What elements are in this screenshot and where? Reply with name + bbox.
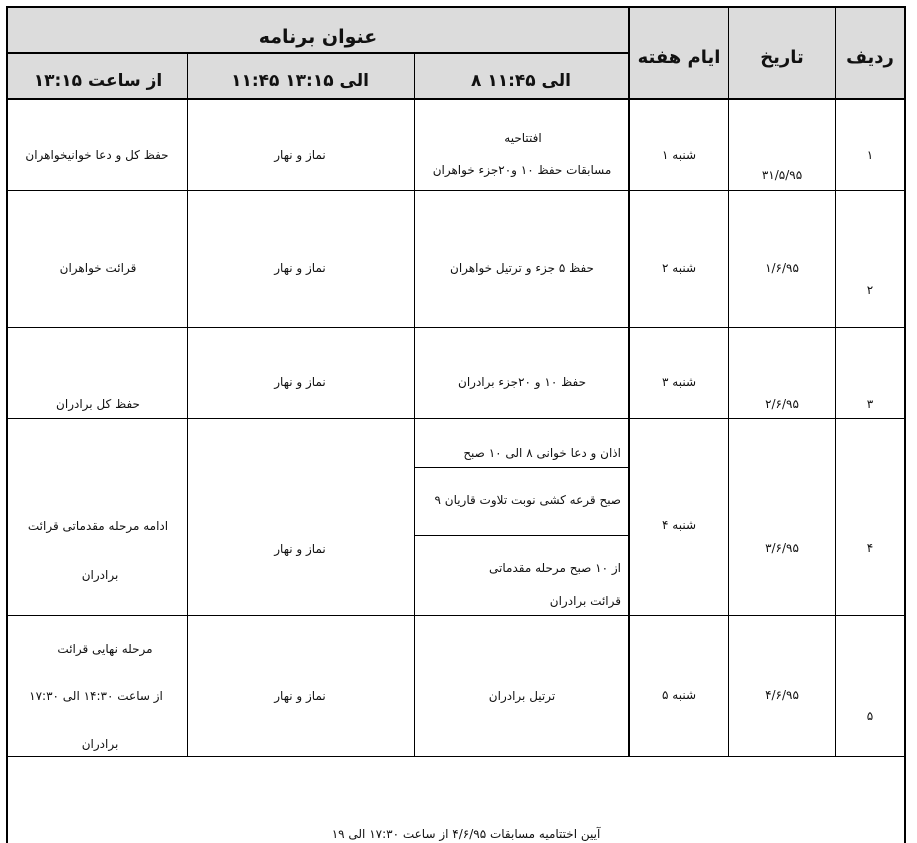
- row4-subline-2: [415, 535, 628, 536]
- row2-slot2: نماز و نهار: [274, 261, 326, 275]
- row1-slot3: حفظ کل و دعا خوانیخواهران: [25, 148, 169, 162]
- row1-slot2: نماز و نهار: [274, 148, 326, 162]
- col-line-weekday-date: [728, 7, 729, 756]
- row5-slot3-line1: مرحله نهایی قرائت: [57, 642, 153, 656]
- row1-weekday: ۱ شنبه: [662, 148, 696, 162]
- header-slot2: ۱۱:۴۵ الی ۱۳:۱۵: [231, 71, 369, 91]
- col-line-slot3-slot2: [187, 53, 188, 756]
- header-slot3: از ساعت ۱۳:۱۵: [33, 71, 163, 91]
- table-border-right: [904, 6, 906, 843]
- row2-no: ۲: [866, 283, 874, 297]
- row2-weekday: ۲ شنبه: [662, 261, 696, 275]
- program-title: عنوان برنامه: [258, 26, 378, 48]
- row4-slot3-line1: ادامه مرحله مقدماتی قرائت: [27, 519, 169, 533]
- header-date: تاریخ: [760, 47, 804, 68]
- row5-slot3-line3: برادران: [81, 737, 119, 751]
- row4-date: ۳/۶/۹۵: [765, 541, 799, 555]
- row4-slot2: نماز و نهار: [274, 542, 326, 556]
- closing-ceremony-note: آیین اختتامیه مسابقات ۴/۶/۹۵ از ساعت ۱۷:۳۰ الی ۱۹: [331, 827, 601, 841]
- row-separator-2: [7, 327, 905, 328]
- row4-slot3-line2: برادران: [81, 568, 119, 582]
- row1-no: ۱: [866, 148, 874, 162]
- col-line-date-rowno: [835, 7, 836, 756]
- header-weekday: ایام هفته: [637, 47, 721, 68]
- row5-slot2: نماز و نهار: [274, 689, 326, 703]
- table-border-top: [6, 6, 906, 8]
- row4-slot1-b: ۹ صبح قرعه کشی نوبت تلاوت قاریان: [434, 493, 621, 507]
- row5-no: ۵: [866, 709, 874, 723]
- row2-slot3: قرائت خواهران: [59, 261, 137, 275]
- row3-no: ۳: [866, 397, 874, 411]
- header-slot1: ۸ الی ۱۱:۴۵: [471, 71, 571, 91]
- row3-slot2: نماز و نهار: [274, 375, 326, 389]
- row3-date: ۲/۶/۹۵: [765, 397, 799, 411]
- row-separator-3: [7, 418, 905, 419]
- program-title-divider: [7, 52, 629, 54]
- row4-slot1-a: اذان و دعا خوانی ۸ الی ۱۰ صبح: [463, 446, 621, 460]
- row3-weekday: ۳ شنبه: [662, 375, 696, 389]
- row5-slot3-line2: از ساعت ۱۴:۳۰ الی ۱۷:۳۰: [29, 689, 163, 703]
- header-row-no: ردیف: [846, 47, 894, 68]
- row-separator-5: [7, 756, 905, 757]
- row5-weekday: ۵ شنبه: [662, 688, 696, 702]
- row4-subline-1: [415, 467, 628, 468]
- row5-date: ۴/۶/۹۵: [765, 688, 799, 702]
- row2-date: ۱/۶/۹۵: [765, 261, 799, 275]
- row4-weekday: ۴ شنبه: [662, 518, 696, 532]
- row3-slot1: حفظ ۱۰ و ۲۰جزء برادران: [458, 375, 586, 389]
- header-bottom-line: [7, 98, 905, 100]
- col-line-slot1-weekday: [628, 7, 630, 756]
- row4-slot1-c1: از ۱۰ صبح مرحله مقدماتی: [489, 561, 621, 575]
- row1-date: ۳۱/۵/۹۵: [761, 168, 803, 182]
- row4-no: ۴: [866, 541, 874, 555]
- row-separator-4: [7, 615, 905, 616]
- row1-slot1-line1: افتتاحیه: [504, 131, 542, 145]
- row2-slot1: حفظ ۵ جزء و ترتیل خواهران: [450, 261, 594, 275]
- row3-slot3: حفظ کل برادران: [56, 397, 140, 411]
- row4-slot1-c2: قرائت برادران: [549, 594, 621, 608]
- table-border-left: [6, 6, 8, 843]
- row5-slot1: ترتیل برادران: [488, 689, 556, 703]
- row1-slot1-line2: مسابقات حفظ ۱۰ و۲۰جزء خواهران: [432, 163, 612, 177]
- col-line-slot2-slot1: [414, 53, 415, 756]
- row-separator-1: [7, 190, 905, 191]
